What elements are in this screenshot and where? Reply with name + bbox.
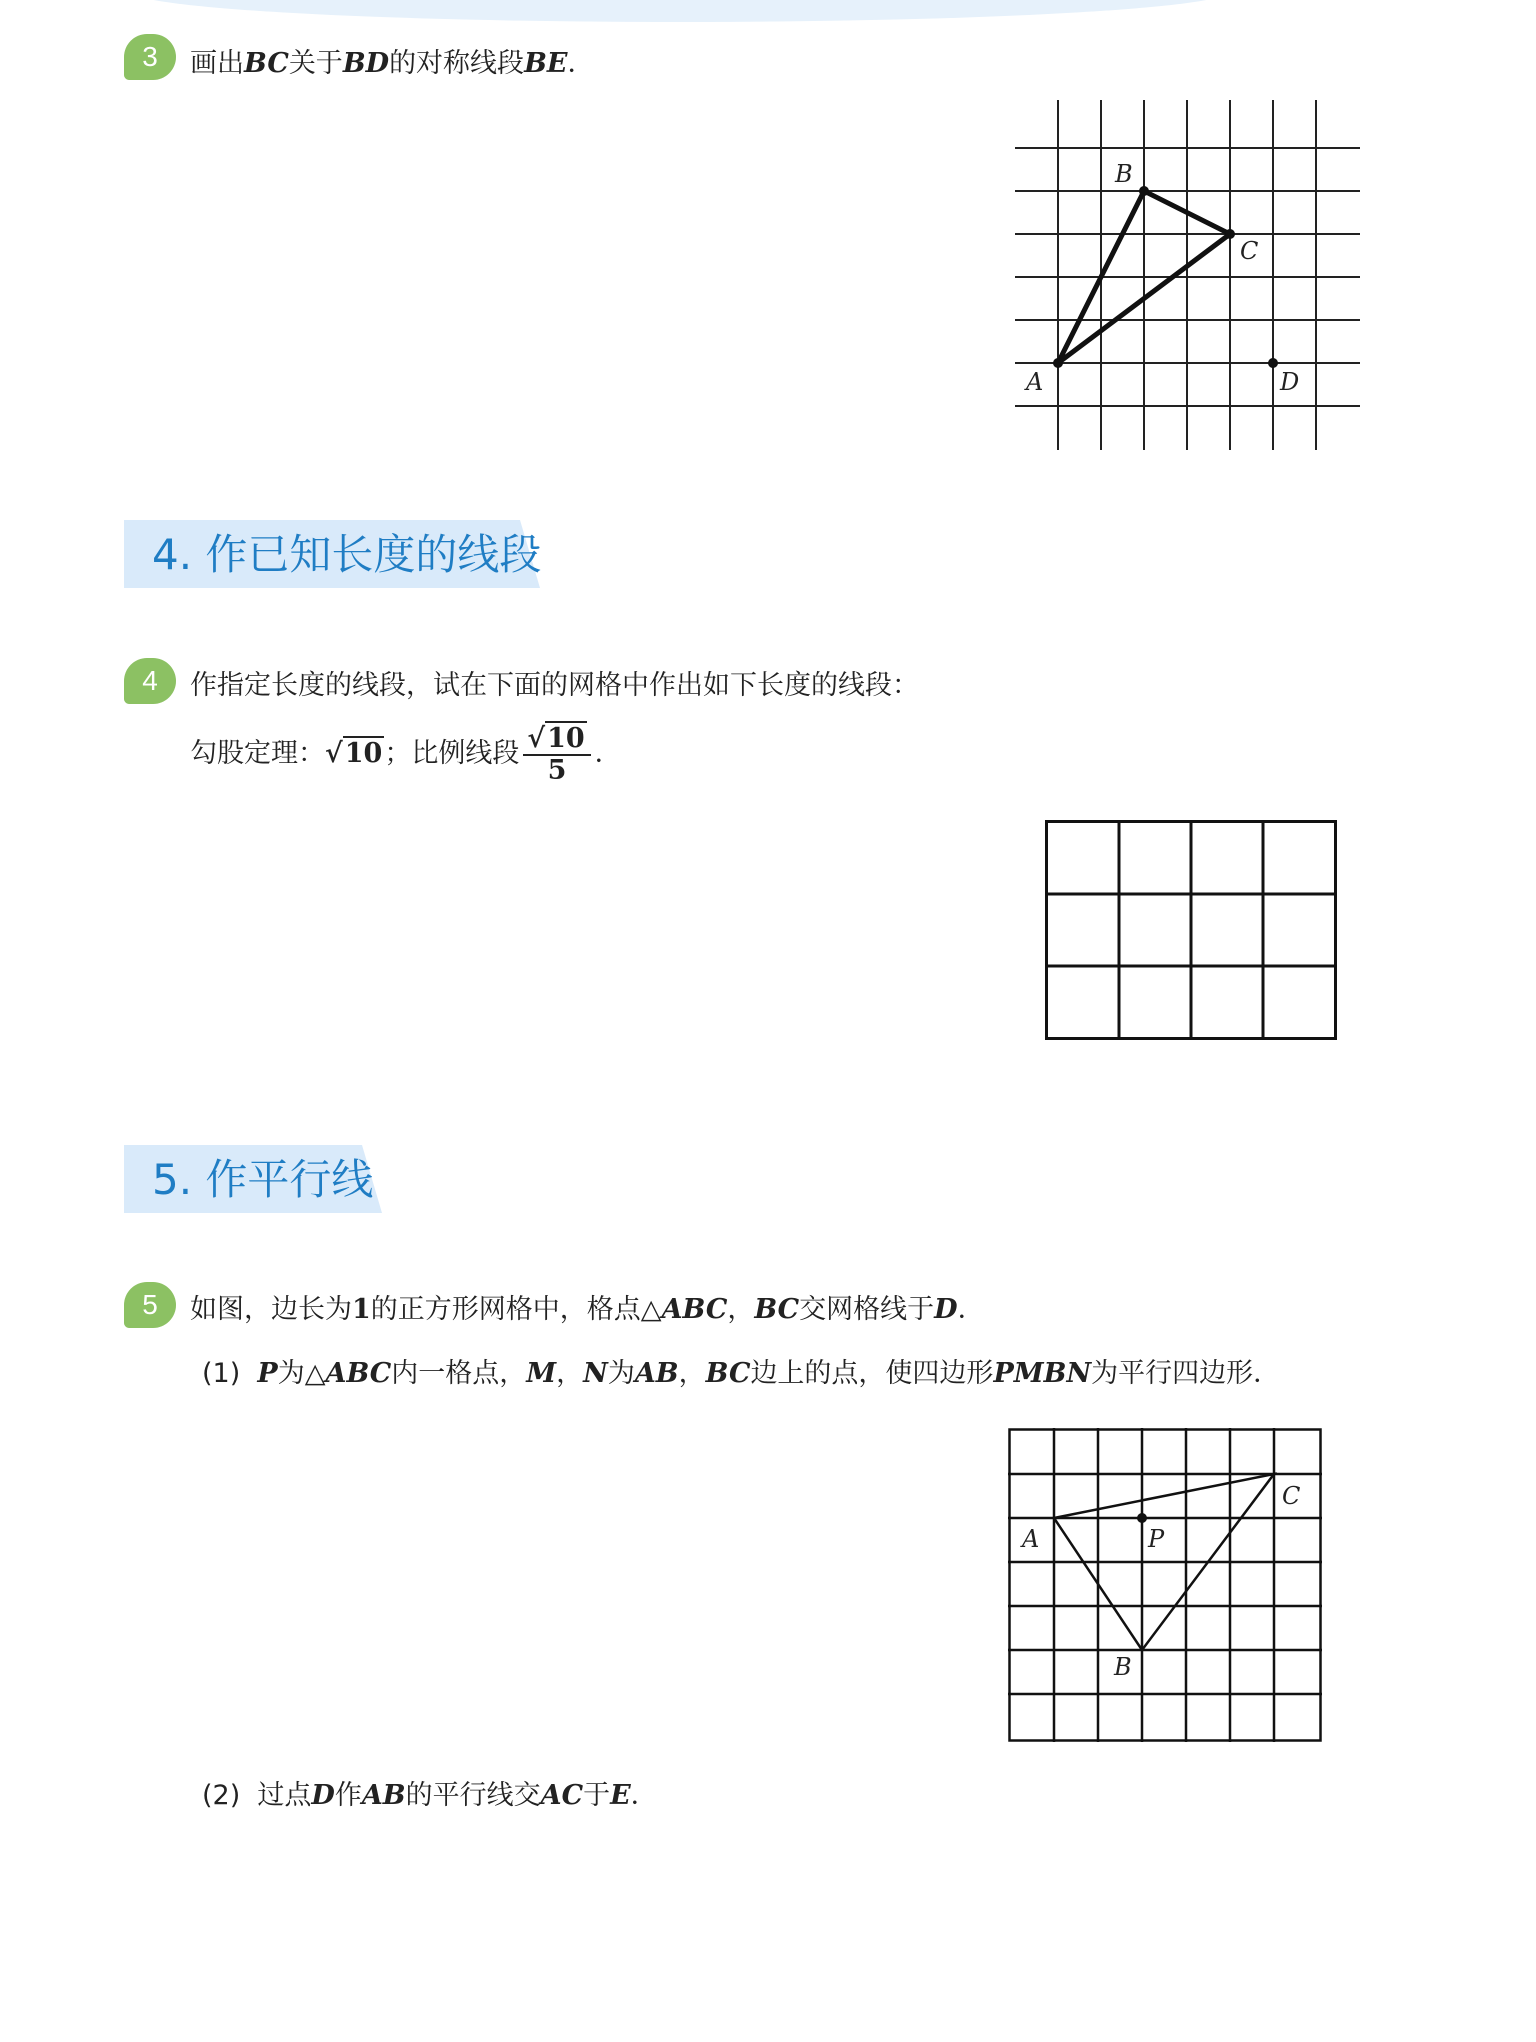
top-decoration <box>130 0 1230 22</box>
q5-intro-one: 1 <box>352 1294 371 1325</box>
q5-p1-BC: BC <box>705 1358 751 1389</box>
question-badge-3: 3 <box>124 34 176 80</box>
q5-intro-d: 交网格线于 <box>799 1294 935 1325</box>
q5-p2-D: D <box>311 1780 335 1811</box>
q3-text-end: ． <box>567 48 595 79</box>
q5-intro-abc: ABC <box>661 1294 728 1325</box>
q5-p1-abc: ABC <box>325 1358 392 1389</box>
q5-p2-b: 作 <box>334 1780 362 1811</box>
q5-label-b: B <box>1114 1653 1132 1681</box>
question-4-line1: 作指定长度的线段，试在下面的网格中作出如下长度的线段： <box>190 670 919 701</box>
q4-fraction <box>523 724 590 786</box>
q5-p1-d: 为 <box>607 1358 635 1389</box>
q3-label-a: A <box>1026 368 1044 396</box>
q4-frac-denominator: 5 <box>547 754 567 786</box>
q4-frac-numerator: √10 <box>523 724 590 756</box>
q5-p1-g: 为平行四边形． <box>1091 1358 1281 1389</box>
question-5-part1 <box>202 1356 1280 1392</box>
q3-point-a <box>1053 358 1063 368</box>
q3-text-mid1: 关于 <box>288 48 343 79</box>
q4-grid-figure <box>1045 820 1337 1040</box>
q5-intro-bc: BC <box>754 1294 800 1325</box>
q4-sqrt: √10 <box>325 738 383 769</box>
section-5-title: 5. 作平行线 <box>152 1155 374 1204</box>
q5-intro-end: ． <box>957 1294 985 1325</box>
question-5-part2 <box>202 1778 658 1814</box>
q5-p1-c: ， <box>556 1358 584 1389</box>
q5-grid-figure <box>1008 1428 1322 1742</box>
q4-line2-prefix: 勾股定理： <box>190 738 325 769</box>
q5-part1-number: (1) <box>202 1358 241 1389</box>
question-4-line2 <box>190 722 622 786</box>
q5-p2-a: 过点 <box>257 1780 312 1811</box>
q3-point-c <box>1225 229 1235 239</box>
question-3-text <box>190 46 594 82</box>
q5-p2-AC: AC <box>540 1780 584 1811</box>
q4-line2-end: ． <box>594 738 622 769</box>
question-5-intro <box>190 1292 985 1328</box>
q3-seg-bc: BC <box>244 48 289 79</box>
q5-intro-D: D <box>934 1294 958 1325</box>
question-badge-5: 5 <box>124 1282 176 1328</box>
q5-p1-a: 为△ <box>277 1358 326 1389</box>
q3-label-d: D <box>1280 368 1300 396</box>
question-badge-4: 4 <box>124 658 176 704</box>
q5-label-p: P <box>1148 1525 1165 1553</box>
q5-p1-f: 边上的点，使四边形 <box>750 1358 994 1389</box>
q5-p1-PMBN: PMBN <box>993 1358 1092 1389</box>
q3-text-mid2: 的对称线段 <box>389 48 525 79</box>
q5-intro-c: ， <box>727 1294 755 1325</box>
q4-sqrt-radicand: 10 <box>344 738 383 769</box>
q3-grid-lines <box>1015 100 1360 450</box>
q3-label-b: B <box>1115 160 1133 188</box>
q5-intro-b: 的正方形网格中，格点△ <box>370 1294 662 1325</box>
q3-point-d <box>1268 358 1278 368</box>
q3-point-b <box>1139 186 1149 196</box>
q5-p1-b: 内一格点， <box>391 1358 527 1389</box>
q3-text-prefix: 画出 <box>190 48 244 79</box>
q3-label-c: C <box>1240 237 1259 265</box>
q5-p1-AB: AB <box>634 1358 679 1389</box>
q3-grid-figure <box>1010 100 1360 455</box>
q5-label-c: C <box>1282 1482 1301 1510</box>
q4-frac-num-radicand: 10 <box>547 722 585 754</box>
q3-seg-bd: BD <box>342 48 390 79</box>
q3-seg-be: BE <box>524 48 568 79</box>
q5-p2-d: 于 <box>583 1780 611 1811</box>
q5-p2-AB: AB <box>361 1780 406 1811</box>
q5-p2-c: 的平行线交 <box>405 1780 541 1811</box>
q5-intro-a: 如图，边长为 <box>190 1294 352 1325</box>
q5-part2-number: (2) <box>202 1780 241 1811</box>
q5-p2-end: ． <box>630 1780 658 1811</box>
q5-p1-M: M <box>526 1358 557 1389</box>
q5-p2-E: E <box>610 1780 631 1811</box>
q5-p1-N: N <box>583 1358 608 1389</box>
q5-label-a: A <box>1022 1525 1040 1553</box>
q4-line2-mid: ；比例线段 <box>384 738 520 769</box>
q5-p1-e: ， <box>678 1358 706 1389</box>
q5-point-p <box>1137 1513 1147 1523</box>
section-4-title: 4. 作已知长度的线段 <box>152 530 542 579</box>
q5-p1-P: P <box>257 1358 278 1389</box>
